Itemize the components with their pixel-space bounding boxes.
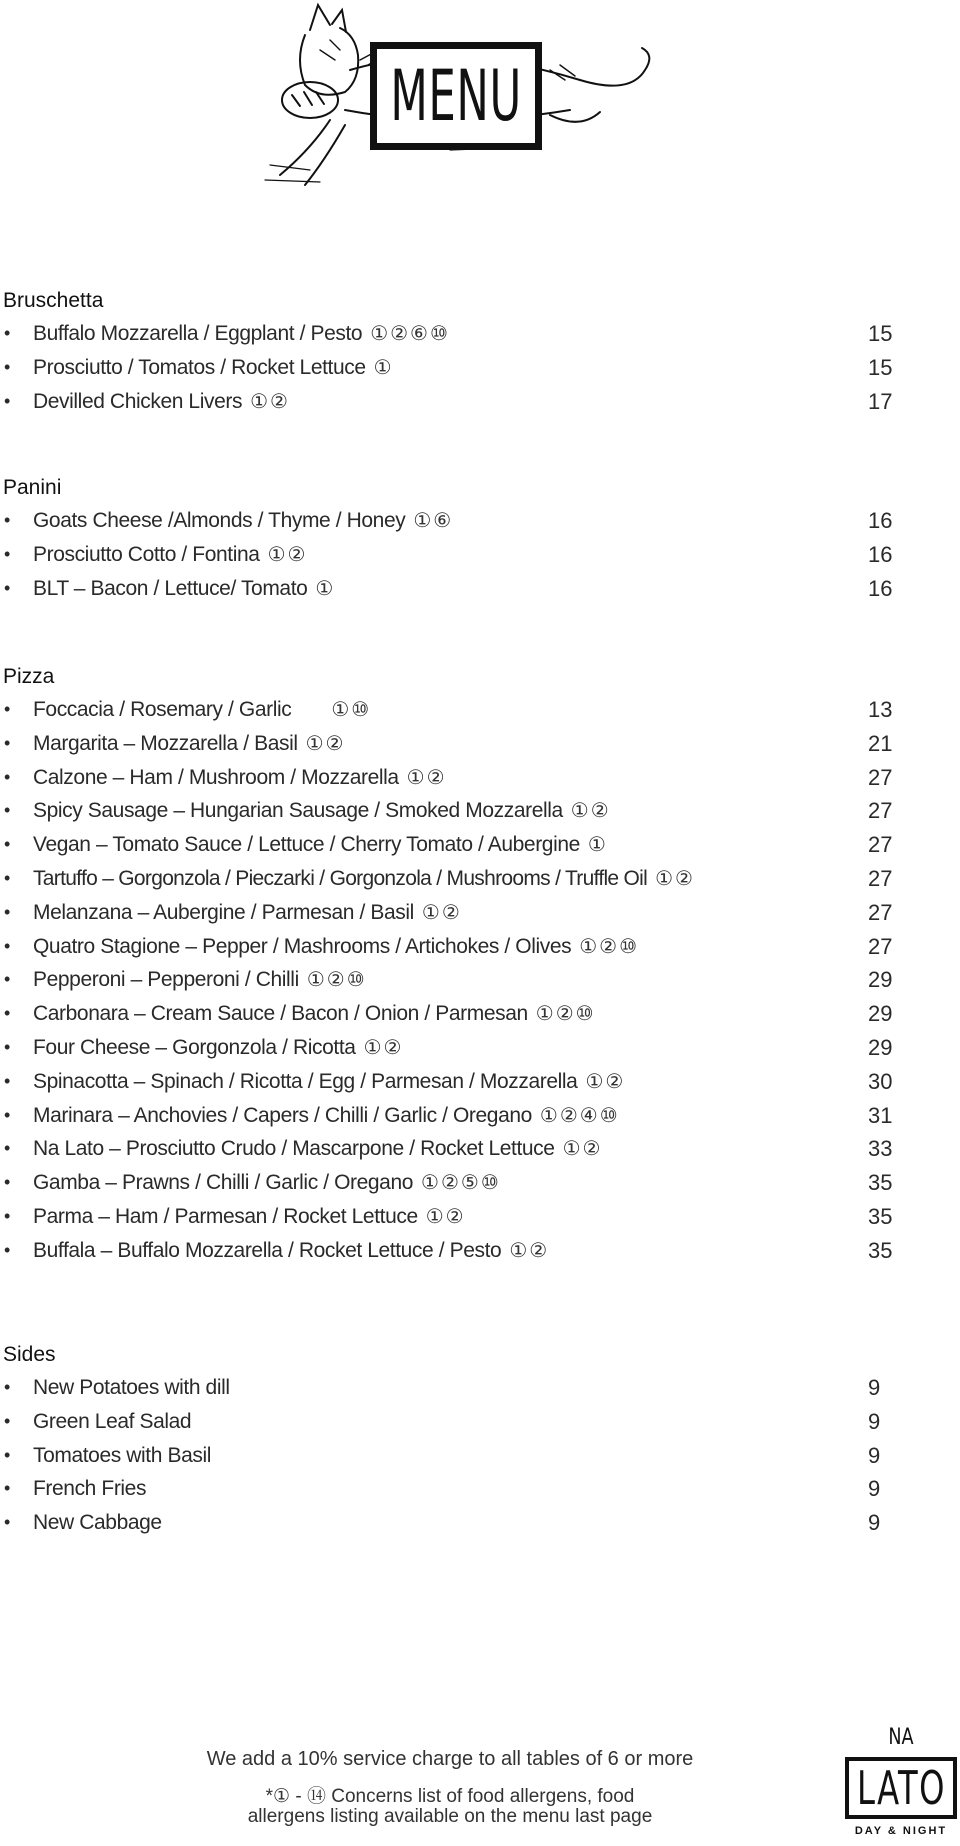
service-charge-note: We add a 10% service charge to all tables of 6 or more <box>206 1748 694 1770</box>
price: 29 <box>868 1034 893 1060</box>
price: 16 <box>868 575 893 601</box>
price: 27 <box>868 764 893 790</box>
price: 29 <box>868 1001 893 1027</box>
menu-title: MENU <box>390 55 522 137</box>
price: 27 <box>868 832 893 858</box>
price: 31 <box>868 1102 893 1128</box>
section-title: Bruschetta <box>3 289 104 312</box>
list-item: • New Potatoes with dill 9 <box>0 1371 960 1405</box>
price: 35 <box>868 1170 893 1196</box>
list-item: • Melanzana – Aubergine / Parmesan / Basil ①② 27 <box>0 896 960 930</box>
list-item: • Spinacotta – Spinach / Ricotta / Egg / Parmesan / Mozzarella ①② 30 <box>0 1065 960 1099</box>
list-item: • French Fries 9 <box>0 1472 960 1506</box>
list-item: • Buffalo Mozzarella / Eggplant / Pesto ①②⑥⑩ 15 <box>0 317 960 351</box>
list-item: • Vegan – Tomato Sauce / Lettuce / Cherry Tomato / Aubergine ① 27 <box>0 828 960 862</box>
list-item: • Margarita – Mozzarella / Basil ①② 21 <box>0 727 960 761</box>
list-item: • Na Lato – Prosciutto Crudo / Mascarpone / Rocket Lettuce ①② 33 <box>0 1132 960 1166</box>
price: 9 <box>868 1408 881 1434</box>
price: 21 <box>868 730 893 756</box>
price: 33 <box>868 1136 893 1162</box>
section-title: Sides <box>3 1343 56 1366</box>
logo-main-text: LATO <box>856 1761 946 1815</box>
price: 9 <box>868 1375 881 1400</box>
list-item: • New Cabbage 9 <box>0 1506 960 1540</box>
list-item: • Tomatoes with Basil 9 <box>0 1439 960 1473</box>
price: 15 <box>868 321 893 346</box>
price: 35 <box>868 1203 893 1229</box>
price: 13 <box>868 697 893 722</box>
list-item: • Gamba – Prawns / Chilli / Garlic / Oregano ①②⑤⑩ 35 <box>0 1166 960 1200</box>
section-sides <box>0 1339 960 1540</box>
section-title: Pizza <box>3 665 55 688</box>
price: 27 <box>868 798 893 824</box>
price: 15 <box>868 354 893 380</box>
list-item: • Buffala – Buffalo Mozzarella / Rocket Lettuce / Pesto ①② 35 <box>0 1234 960 1268</box>
price: 9 <box>868 1476 881 1502</box>
list-item: • Goats Cheese /Almonds / Thyme / Honey ①⑥ 16 <box>0 504 960 538</box>
price: 9 <box>868 1442 881 1468</box>
na-lato-logo <box>845 1725 957 1843</box>
price: 30 <box>868 1068 893 1094</box>
list-item: • Carbonara – Cream Sauce / Bacon / Onion / Parmesan ①②⑩ 29 <box>0 997 960 1031</box>
allergen-note-line-1: *① - ⑭ Concerns list of food allergens, food <box>265 1786 635 1807</box>
list-item: • Prosciutto Cotto / Fontina ①② 16 <box>0 538 960 572</box>
list-item: • Marinara – Anchovies / Capers / Chilli / Garlic / Oregano ①②④⑩ 31 <box>0 1099 960 1133</box>
logo-top-text: NA <box>888 1725 914 1750</box>
section-title: Panini <box>3 476 62 499</box>
list-item: • Tartuffo – Gorgonzola / Pieczarki / Gorgonzola / Mushrooms / Truffle Oil ①② 27 <box>0 862 960 896</box>
price: 9 <box>868 1510 881 1536</box>
section-pizza <box>0 661 960 1268</box>
price: 27 <box>868 865 893 891</box>
list-item: • Foccacia / Rosemary / Garlic ①⑩ 13 <box>0 693 960 727</box>
price: 27 <box>868 899 893 925</box>
price: 27 <box>868 933 893 959</box>
logo-tagline: DAY & NIGHT <box>854 1825 948 1837</box>
allergen-note-line-2: allergens listing available on the menu last page <box>247 1806 653 1827</box>
price: 35 <box>868 1237 893 1263</box>
list-item: • Pepperoni – Pepperoni / Chilli ①②⑩ 29 <box>0 963 960 997</box>
menu-title-box <box>370 42 542 150</box>
list-item: • Devilled Chicken Livers ①② 17 <box>0 385 960 419</box>
list-item: • Quatro Stagione – Pepper / Mashrooms / Artichokes / Olives ①②⑩ 27 <box>0 930 960 964</box>
list-item: • Calzone – Ham / Mushroom / Mozzarella ①② 27 <box>0 761 960 795</box>
list-item: • Prosciutto / Tomatos / Rocket Lettuce ① 15 <box>0 351 960 385</box>
list-item: • Spicy Sausage – Hungarian Sausage / Smoked Mozzarella ①② 27 <box>0 794 960 828</box>
price: 16 <box>868 508 893 533</box>
list-item: • BLT – Bacon / Lettuce/ Tomato ① 16 <box>0 572 960 606</box>
list-item: • Green Leaf Salad 9 <box>0 1405 960 1439</box>
list-item: • Parma – Ham / Parmesan / Rocket Lettuce ①② 35 <box>0 1200 960 1234</box>
list-item: • Four Cheese – Gorgonzola / Ricotta ①② 29 <box>0 1031 960 1065</box>
section-panini <box>0 472 960 605</box>
price: 29 <box>868 967 893 993</box>
price: 16 <box>868 541 893 567</box>
logo-box <box>845 1757 957 1819</box>
section-bruschetta <box>0 285 960 418</box>
price: 17 <box>868 388 893 414</box>
